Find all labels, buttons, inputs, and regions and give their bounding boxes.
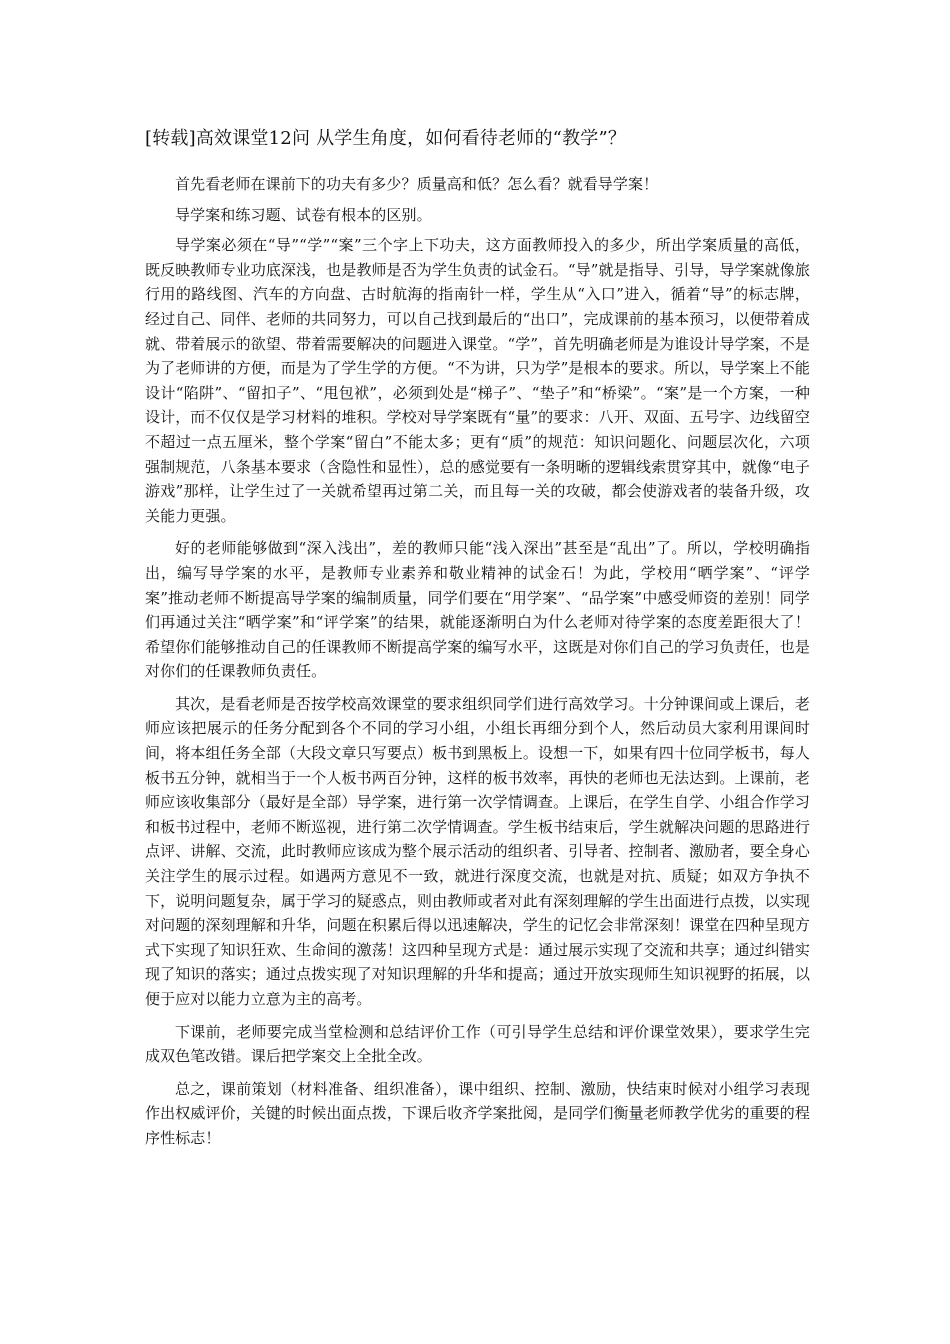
document-body — [145, 172, 810, 1159]
paragraph-1: 首先看老师在课前下的功夫有多少？质量高和低？怎么看？就看导学案！ — [175, 175, 659, 193]
paragraph-3: 导学案必须在“导”“学”“案”三个字上下功夫，这方面教师投入的多少，所出学案质量的高低，既反映教师专业功底深浅，也是教师是否为学生负责的试金石。“导”就是指导、引导，导学案就像旅行用的路线图、汽车的方向盘、古时航海的指南针一样，学生从“入口”进入，循着“导”的标志牌，经过自己、同伴、老师的共同努力，可以自己找到最后的“出口”，完成课前的基本预习，以便带着成就、带着展示的欲望、带着需要解决的问题进入课堂。“学”，首先明确老师是为谁设计导学案，不是为了老师讲的方便，而是为了学生学的方便。“不为讲，只为学”是根本的要求。所以，导学案上不能设计“陷阱”、“留扣子”、“甩包袱”，必须到处是“梯子”、“垫子”和“桥梁”。“案”是一个方案，一种设计，而不仅仅是学习材料的堆积。学校对导学案既有“量”的要求：八开、双面、五号字、边线留空不超过一点五厘米，整个学案“留白”不能太多；更有“质”的规范：知识问题化、问题层次化，六项强制规范，八条基本要求（含隐性和显性），总的感觉要有一条明晰的逻辑线索贯穿其中，就像“电子游戏”那样，让学生过了一关就希望再过第二关，而且每一关的攻破，都会使游戏者的装备升级，攻关能力更强。 — [145, 236, 810, 525]
document-title: [转载]高效课堂12问 从学生角度，如何看待老师的“教学”？ — [145, 128, 627, 149]
paragraph-7: 总之，课前策划（材料准备、组织准备），课中组织、控制、激励，快结束时候对小组学习表现作出权威评价，关键的时候出面点拨，下课后收齐学案批阅，是同学们衡量老师教学优劣的重要的程序性标志！ — [145, 1079, 810, 1147]
paragraph-4: 好的老师能够做到“深入浅出”，差的教师只能“浅入深出”甚至是“乱出”了。所以，学校明确指出，编写导学案的水平，是教师专业素养和敬业精神的试金石！为此，学校用“晒学案”、“评学案”推动老师不断提高导学案的编制质量，同学们要在“用学案”、“品学案”中感受师资的差别！同学们再通过关注“晒学案”和“评学案”的结果，就能逐渐明白为什么老师对待学案的态度差距很大了！希望你们能够推动自己的任课教师不断提高学案的编写水平，这既是对你们自己的学习负责任，也是对你们的任课教师负责任。 — [145, 539, 810, 681]
paragraph-5: 其次，是看老师是否按学校高效课堂的要求组织同学们进行高效学习。十分钟课间或上课后，老师应该把展示的任务分配到各个不同的学习小组，小组长再细分到个人，然后动员大家利用课间时间，将本组任务全部（大段文章只写要点）板书到黑板上。设想一下，如果有四十位同学板书，每人板书五分钟，就相当于一个人板书两百分钟，这样的板书效率，再快的老师也无法达到。上课前，老师应该收集部分（最好是全部）导学案，进行第一次学情调查。上课后，在学生自学、小组合作学习和板书过程中，老师不断巡视，进行第二次学情调查。学生板书结束后，学生就解决问题的思路进行点评、讲解、交流，此时教师应该成为整个展示活动的组织者、引导者、控制者、激励者，要全身心关注学生的展示过程。如遇两方意见不一致，就进行深度交流，也就是对抗、质疑；如双方争执不下，说明问题复杂，属于学习的疑惑点，则由教师或者对此有深刻理解的学生出面进行点拨，以实现对问题的深刻理解和升华，问题在积累后得以迅速解决，学生的记忆会非常深刻！课堂在四种呈现方式下实现了知识狂欢、生命间的激荡！这四种呈现方式是：通过展示实现了交流和共享；通过纠错实现了知识的落实；通过点拨实现了对知识理解的升华和提高；通过开放实现师生知识视野的拓展，以便于应对以能力立意为主的高考。 — [145, 694, 810, 1008]
paragraph-2: 导学案和练习题、试卷有根本的区别。 — [175, 205, 432, 224]
paragraph-6: 下课前，老师要完成当堂检测和总结评价工作（可引导学生总结和评价课堂效果），要求学生完成双色笔改错。课后把学案交上全批全改。 — [145, 1022, 810, 1066]
